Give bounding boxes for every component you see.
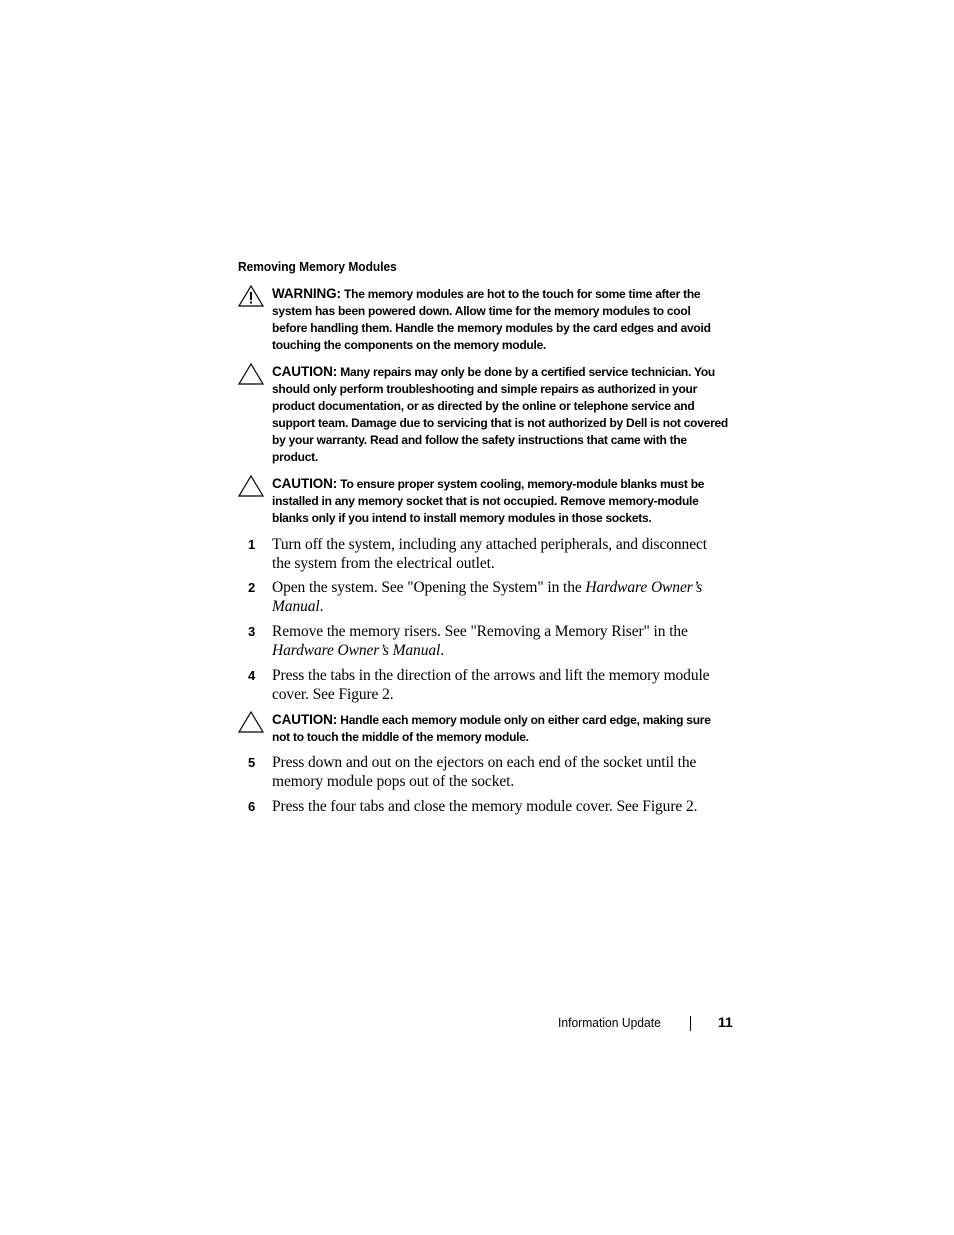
step-item	[248, 666, 728, 704]
caution-triangle-icon	[238, 711, 264, 733]
step-text: Open the system. See "Opening the System" in the	[272, 579, 586, 596]
caution-notice	[238, 711, 728, 746]
warning-notice	[238, 285, 728, 354]
caution-notice	[238, 475, 728, 527]
step-number: 4	[248, 668, 256, 683]
step-item	[248, 535, 728, 573]
caution-label: CAUTION:	[272, 364, 338, 379]
step-item	[248, 797, 728, 816]
caution-label: CAUTION:	[272, 476, 338, 491]
footer-divider	[690, 1016, 691, 1031]
warning-label: WARNING:	[272, 286, 341, 301]
step-number: 1	[248, 537, 256, 552]
caution-notice	[238, 363, 728, 466]
step-text: Remove the memory risers. See "Removing a Memory Riser" in the	[272, 623, 688, 640]
step-number: 6	[248, 799, 256, 814]
caution-text: Many repairs may only be done by a certified service technician. You should only perform troubleshooting and simple repairs as authorized in your product documentation, or as directed by the online or telephone service and support team. Damage due to servicing that is not authorized by Dell is not covered by your warranty. Read and follow the safety instructions that came with the product.	[272, 365, 729, 464]
step-item	[248, 622, 728, 660]
step-item	[248, 578, 728, 616]
step-number: 3	[248, 624, 256, 639]
step-number: 2	[248, 580, 256, 595]
caution-triangle-icon	[238, 363, 264, 385]
footer-title: Information Update	[558, 1015, 661, 1030]
manual-title: Hardware Owner’s Manual	[272, 579, 703, 615]
step-item	[248, 753, 728, 791]
section-heading: Removing Memory Modules	[238, 259, 397, 274]
step-text: Press the tabs in the direction of the arrows and lift the memory module cover. See Figure 2.	[272, 667, 710, 703]
caution-triangle-icon	[238, 475, 264, 497]
warning-exclamation-triangle-icon	[238, 285, 264, 307]
step-number: 5	[248, 755, 256, 770]
step-text: Press the four tabs and close the memory module cover. See Figure 2.	[272, 798, 698, 815]
caution-text: Handle each memory module only on either card edge, making sure not to touch the middle of the memory module.	[272, 713, 711, 744]
page-number: 11	[718, 1014, 733, 1030]
step-text: Press down and out on the ejectors on each end of the socket until the memory module pops out of the socket.	[272, 754, 697, 790]
caution-text: To ensure proper system cooling, memory-module blanks must be installed in any memory socket that is not occupied. Remove memory-module blanks only if you intend to install memory modules in those sockets.	[272, 477, 705, 525]
step-text-end: .	[440, 642, 444, 659]
step-text: Turn off the system, including any attached peripherals, and disconnect the system from the electrical outlet.	[272, 536, 707, 572]
caution-label: CAUTION:	[272, 712, 338, 727]
step-text-end: .	[319, 598, 324, 615]
warning-text: The memory modules are hot to the touch for some time after the system has been powered down. Allow time for the memory modules to cool before handling them. Handle the memory modules by the card edges and avoid touching the components on the memory module.	[272, 287, 711, 352]
manual-title: Hardware Owner’s Manual	[272, 642, 441, 659]
